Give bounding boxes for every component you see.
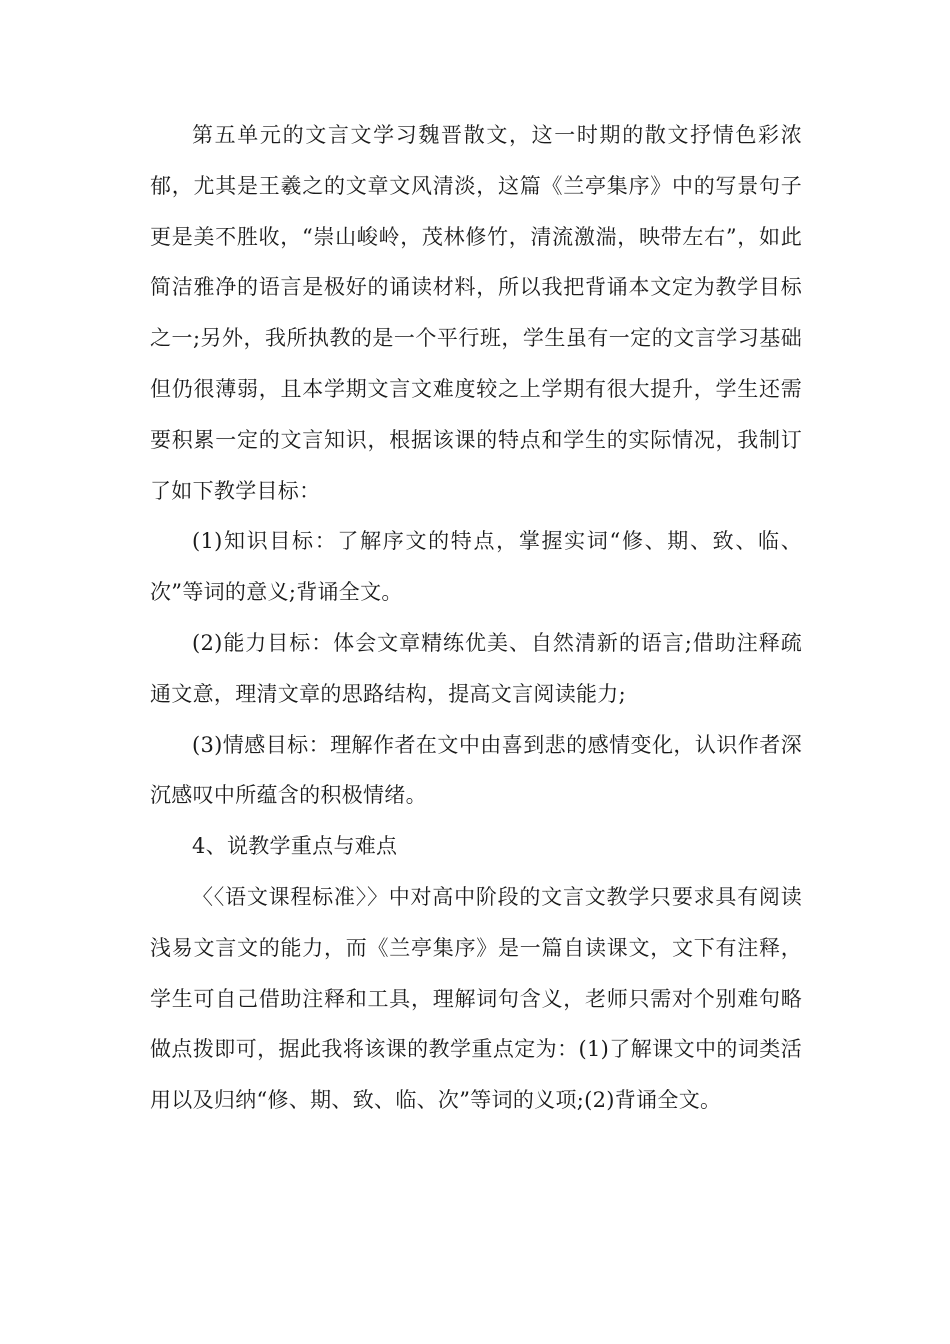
- paragraph-emotion-goal: (3)情感目标：理解作者在文中由喜到悲的感情变化，认识作者深沉感叹中所蕴含的积极情绪。: [150, 732, 802, 808]
- paragraph-key-points: 〈〈语文课程标准〉〉中对高中阶段的文言文教学只要求具有阅读浅易文言文的能力，而《兰亭集序》是一篇自读课文，文下有注释，学生可自己借助注释和工具，理解词句含义，老师只需对个别难句略做点拨即可，据此我将该课的教学重点定为：(1)了解课文中的词类活用以及归纳“修、期、致、临、次”等词的义项;(2)背诵全文。: [150, 884, 802, 1113]
- paragraph-knowledge-goal: (1)知识目标：了解序文的特点，掌握实词“修、期、致、临、次”等词的意义;背诵全文。: [150, 529, 802, 605]
- section-heading: 4、说教学重点与难点: [192, 834, 398, 859]
- document-page: [150, 110, 802, 1126]
- paragraph-ability-goal: (2)能力目标：体会文章精练优美、自然清新的语言;借助注释疏通文意，理清文章的思路结构，提高文言阅读能力;: [150, 630, 802, 706]
- paragraph-intro: 第五单元的文言文学习魏晋散文，这一时期的散文抒情色彩浓郁，尤其是王羲之的文章文风清淡，这篇《兰亭集序》中的写景句子更是美不胜收，“崇山峻岭，茂林修竹，清流激湍，映带左右”，如此简洁雅净的语言是极好的诵读材料，所以我把背诵本文定为教学目标之一;另外，我所执教的是一个平行班，学生虽有一定的文言学习基础但仍很薄弱，且本学期文言文难度较之上学期有很大提升，学生还需要积累一定的文言知识，根据该课的特点和学生的实际情况，我制订了如下教学目标：: [150, 123, 802, 503]
